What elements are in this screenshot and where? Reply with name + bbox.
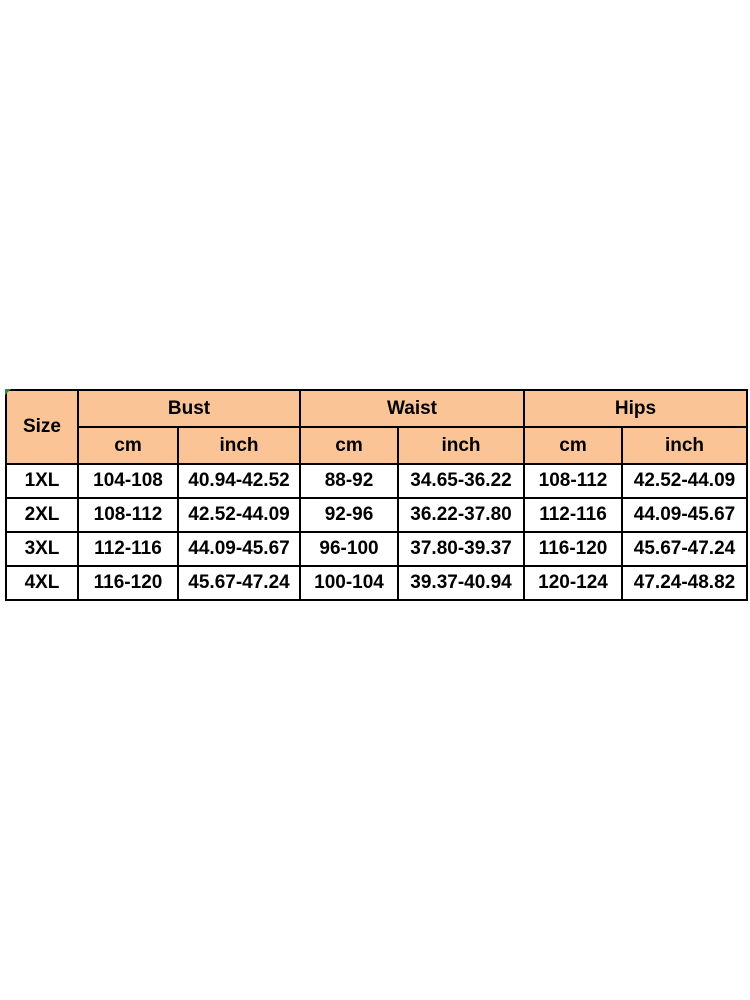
cell-corner-marker: [5, 389, 11, 395]
table-cell: 42.52-44.09: [178, 498, 300, 532]
unit-header: cm: [524, 427, 622, 464]
unit-header-row: [6, 427, 747, 464]
waist-header: Waist: [300, 390, 524, 427]
table-cell: 112-116: [524, 498, 622, 532]
table-cell: 120-124: [524, 566, 622, 600]
unit-header: cm: [78, 427, 178, 464]
unit-header: inch: [398, 427, 524, 464]
table-cell: 92-96: [300, 498, 398, 532]
table-cell: 34.65-36.22: [398, 464, 524, 498]
bust-header: Bust: [78, 390, 300, 427]
table-row: [6, 566, 747, 600]
table-cell: 45.67-47.24: [178, 566, 300, 600]
size-cell: 1XL: [6, 464, 78, 498]
unit-header: cm: [300, 427, 398, 464]
table-cell: 44.09-45.67: [622, 498, 747, 532]
table-cell: 112-116: [78, 532, 178, 566]
table-cell: 45.67-47.24: [622, 532, 747, 566]
table-row: [6, 464, 747, 498]
table-cell: 39.37-40.94: [398, 566, 524, 600]
table-cell: 100-104: [300, 566, 398, 600]
table-cell: 96-100: [300, 532, 398, 566]
size-chart-table: [5, 389, 748, 601]
size-header: Size: [6, 390, 78, 464]
table-cell: 40.94-42.52: [178, 464, 300, 498]
table-cell: 36.22-37.80: [398, 498, 524, 532]
table-cell: 44.09-45.67: [178, 532, 300, 566]
table-cell: 104-108: [78, 464, 178, 498]
size-cell: 4XL: [6, 566, 78, 600]
table-cell: 47.24-48.82: [622, 566, 747, 600]
size-cell: 3XL: [6, 532, 78, 566]
hips-header: Hips: [524, 390, 747, 427]
table-cell: 108-112: [78, 498, 178, 532]
table-cell: 37.80-39.37: [398, 532, 524, 566]
table-row: [6, 532, 747, 566]
table-cell: 88-92: [300, 464, 398, 498]
table-row: [6, 498, 747, 532]
table-cell: 116-120: [78, 566, 178, 600]
size-cell: 2XL: [6, 498, 78, 532]
unit-header: inch: [622, 427, 747, 464]
table-cell: 108-112: [524, 464, 622, 498]
table-cell: 42.52-44.09: [622, 464, 747, 498]
unit-header: inch: [178, 427, 300, 464]
table-cell: 116-120: [524, 532, 622, 566]
group-header-row: [6, 390, 747, 427]
